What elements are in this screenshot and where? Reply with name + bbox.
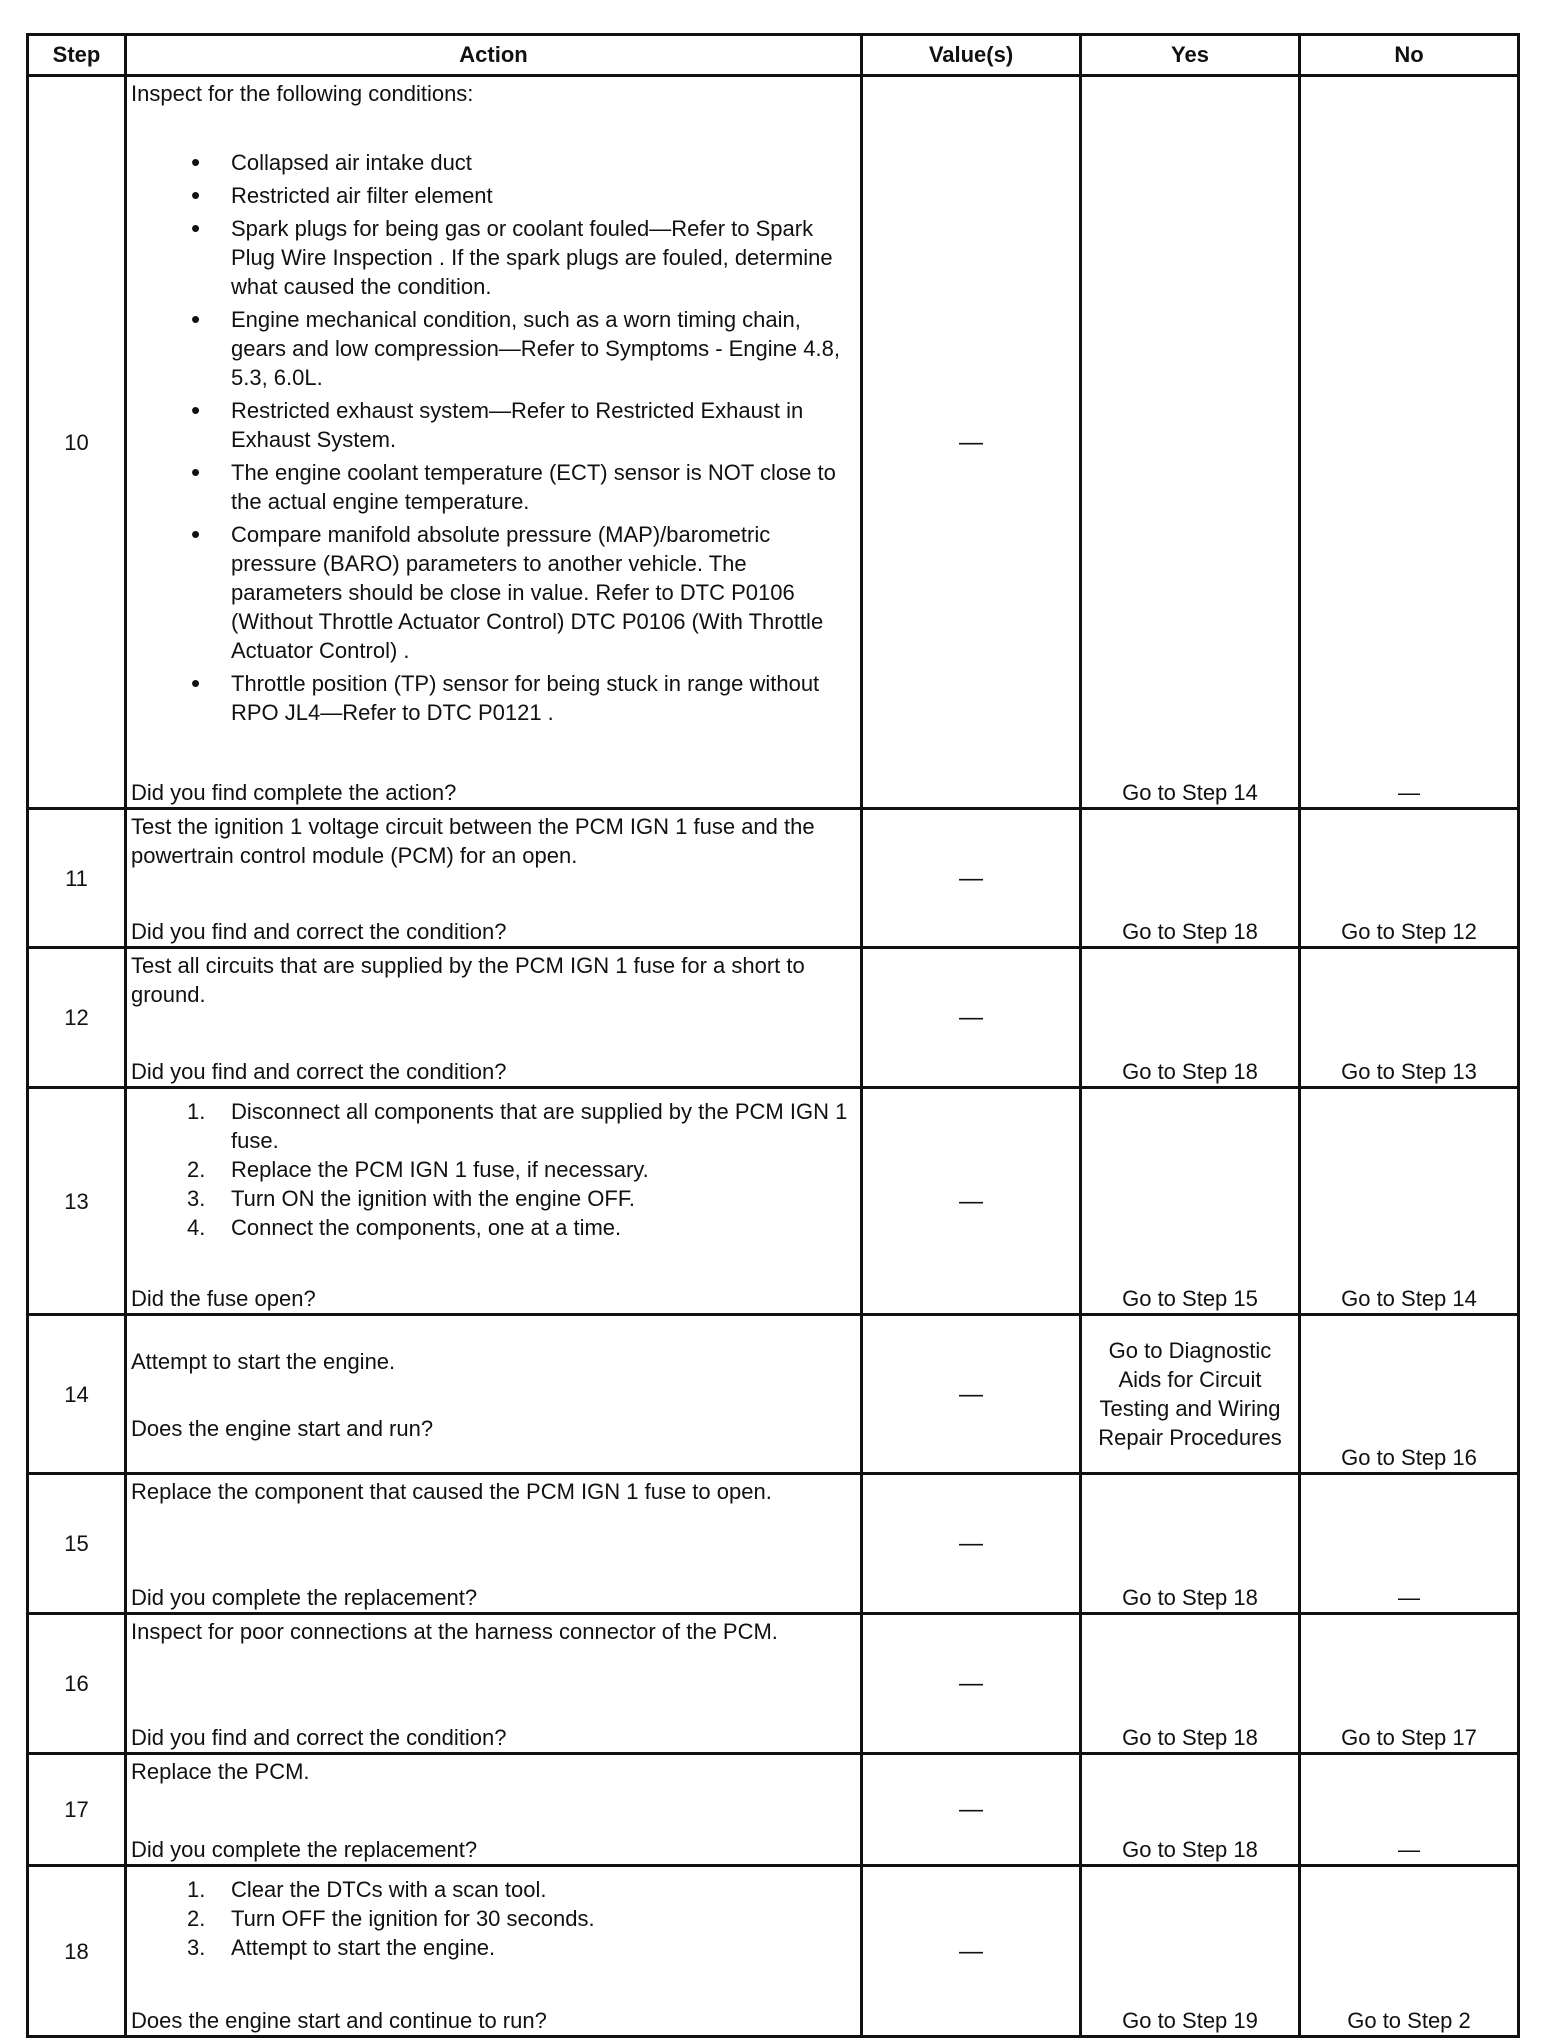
value-cell: — (862, 76, 1081, 809)
action-intro: Test all circuits that are supplied by the PCM IGN 1 fuse for a short to ground. (131, 953, 805, 1007)
yes-link[interactable]: Go to Step 18 (1122, 919, 1258, 944)
yes-cell (1081, 1866, 1300, 2037)
action-question: Did you find complete the action? (131, 780, 457, 805)
item-number: 3. (187, 1935, 206, 1960)
no-link: — (1398, 1837, 1420, 1862)
no-cell (1300, 948, 1519, 1088)
yes-cell (1081, 1614, 1300, 1754)
no-cell (1300, 1474, 1519, 1614)
list-item: • Engine mechanical condition, such as a worn timing chain, gears and low compression—Refer to Symptoms - Engine 4.8, 5.3, 6.0L. (191, 305, 856, 392)
table-header-row (28, 35, 1519, 76)
item-text: Connect the components, one at a time. (231, 1215, 622, 1240)
yes-link[interactable]: Go to Step 18 (1122, 1585, 1258, 1610)
item-number: 1. (187, 1877, 206, 1902)
table-row (28, 1315, 1519, 1474)
value-cell: — (862, 1088, 1081, 1315)
item-number: 2. (187, 1157, 206, 1182)
no-cell (1300, 1754, 1519, 1866)
diagnostic-table (26, 33, 1520, 2038)
item-number: 2. (187, 1906, 206, 1931)
action-intro: Inspect for the following conditions: (131, 81, 474, 106)
step-number: 11 (28, 809, 126, 948)
action-cell (126, 1315, 862, 1474)
yes-link[interactable]: Go to Diagnostic Aids for Circuit Testing and Wiring Repair Procedures (1098, 1338, 1282, 1450)
yes-link[interactable]: Go to Step 15 (1122, 1286, 1258, 1311)
header-action: Action (126, 35, 862, 76)
table-row (28, 1474, 1519, 1614)
action-question: Does the engine start and continue to run? (131, 2008, 547, 2033)
list-item (187, 1155, 856, 1184)
step-number: 13 (28, 1088, 126, 1315)
yes-cell (1081, 1754, 1300, 1866)
no-link[interactable]: Go to Step 12 (1341, 919, 1477, 944)
yes-link[interactable]: Go to Step 18 (1122, 1059, 1258, 1084)
item-text: Turn ON the ignition with the engine OFF. (231, 1186, 635, 1211)
action-question: Did you complete the replacement? (131, 1837, 478, 1862)
no-cell (1300, 1088, 1519, 1315)
no-link[interactable]: Go to Step 14 (1341, 1286, 1477, 1311)
list-item: • The engine coolant temperature (ECT) sensor is NOT close to the actual engine temperature. (191, 458, 856, 516)
item-text: Turn OFF the ignition for 30 seconds. (231, 1906, 595, 1931)
action-cell (126, 1866, 862, 2037)
list-item (187, 1875, 856, 1904)
header-step: Step (28, 35, 126, 76)
step-number: 14 (28, 1315, 126, 1474)
step-number: 18 (28, 1866, 126, 2037)
value-cell: — (862, 1754, 1081, 1866)
action-intro: Attempt to start the engine. (131, 1349, 396, 1374)
header-values: Value(s) (862, 35, 1081, 76)
action-question: Did you find and correct the condition? (131, 1059, 507, 1084)
item-number: 3. (187, 1186, 206, 1211)
table-row (28, 948, 1519, 1088)
list-item: • Throttle position (TP) sensor for being stuck in range without RPO JL4—Refer to DTC P0121 . (191, 669, 856, 727)
no-cell (1300, 76, 1519, 809)
action-question: Did the fuse open? (131, 1286, 316, 1311)
table-row (28, 1614, 1519, 1754)
yes-link[interactable]: Go to Step 19 (1122, 2008, 1258, 2033)
table-row (28, 1088, 1519, 1315)
no-link[interactable]: Go to Step 17 (1341, 1725, 1477, 1750)
yes-cell (1081, 76, 1300, 809)
action-cell (126, 809, 862, 948)
no-link: — (1398, 1585, 1420, 1610)
step-number: 10 (28, 76, 126, 809)
procedure-list (131, 1875, 856, 1962)
item-text: Attempt to start the engine. (231, 1935, 496, 1960)
yes-cell (1081, 1088, 1300, 1315)
yes-link[interactable]: Go to Step 18 (1122, 1837, 1258, 1862)
no-cell (1300, 1866, 1519, 2037)
no-link[interactable]: Go to Step 16 (1341, 1445, 1477, 1470)
action-intro: Replace the PCM. (131, 1759, 310, 1784)
list-item: • Collapsed air intake duct (191, 148, 856, 177)
value-cell: — (862, 948, 1081, 1088)
table-row (28, 76, 1519, 809)
step-number: 17 (28, 1754, 126, 1866)
action-cell (126, 1474, 862, 1614)
table-row (28, 809, 1519, 948)
item-text: Clear the DTCs with a scan tool. (231, 1877, 547, 1902)
action-cell (126, 1088, 862, 1315)
yes-cell (1081, 1315, 1300, 1474)
item-number: 1. (187, 1099, 206, 1124)
table-row (28, 1754, 1519, 1866)
item-text: Disconnect all components that are supplied by the PCM IGN 1 fuse. (231, 1099, 848, 1153)
no-cell (1300, 1614, 1519, 1754)
action-cell (126, 1754, 862, 1866)
action-cell (126, 948, 862, 1088)
list-item (187, 1097, 856, 1155)
item-text: Replace the PCM IGN 1 fuse, if necessary. (231, 1157, 649, 1182)
yes-cell (1081, 948, 1300, 1088)
step-number: 15 (28, 1474, 126, 1614)
value-cell: — (862, 1614, 1081, 1754)
no-cell (1300, 1315, 1519, 1474)
header-yes: Yes (1081, 35, 1300, 76)
list-item: • Spark plugs for being gas or coolant fouled—Refer to Spark Plug Wire Inspection . If the spark plugs are fouled, determine what caused the condition. (191, 214, 856, 301)
header-no: No (1300, 35, 1519, 76)
no-cell (1300, 809, 1519, 948)
value-cell: — (862, 1866, 1081, 2037)
value-cell: — (862, 809, 1081, 948)
action-intro: Test the ignition 1 voltage circuit between the PCM IGN 1 fuse and the powertrain control module (PCM) for an open. (131, 814, 815, 868)
condition-list (131, 148, 856, 727)
action-question: Did you complete the replacement? (131, 1585, 478, 1610)
list-item: • Restricted air filter element (191, 181, 856, 210)
yes-link[interactable]: Go to Step 14 (1122, 780, 1258, 805)
list-item (187, 1904, 856, 1933)
action-intro: Inspect for poor connections at the harness connector of the PCM. (131, 1619, 778, 1644)
step-number: 12 (28, 948, 126, 1088)
action-cell (126, 76, 862, 809)
action-question: Did you find and correct the condition? (131, 919, 507, 944)
value-cell: — (862, 1315, 1081, 1474)
no-link[interactable]: Go to Step 2 (1347, 2008, 1471, 2033)
yes-cell (1081, 809, 1300, 948)
yes-cell (1081, 1474, 1300, 1614)
list-item (187, 1933, 856, 1962)
no-link: — (1398, 780, 1420, 805)
item-number: 4. (187, 1215, 206, 1240)
list-item: • Compare manifold absolute pressure (MAP)/barometric pressure (BARO) parameters to another vehicle. The parameters should be close in value. Refer to DTC P0106 (Without Throttle Actuator Control) DTC P0106 (With Throttle Actuator Control) . (191, 520, 856, 665)
list-item (187, 1213, 856, 1242)
action-intro: Replace the component that caused the PCM IGN 1 fuse to open. (131, 1479, 772, 1504)
value-cell: — (862, 1474, 1081, 1614)
step-number: 16 (28, 1614, 126, 1754)
procedure-list (131, 1097, 856, 1242)
action-question: Does the engine start and run? (131, 1416, 434, 1441)
list-item (187, 1184, 856, 1213)
list-item: • Restricted exhaust system—Refer to Restricted Exhaust in Exhaust System. (191, 396, 856, 454)
table-row (28, 1866, 1519, 2037)
no-link[interactable]: Go to Step 13 (1341, 1059, 1477, 1084)
action-question: Did you find and correct the condition? (131, 1725, 507, 1750)
action-cell (126, 1614, 862, 1754)
yes-link[interactable]: Go to Step 18 (1122, 1725, 1258, 1750)
diagnostic-table-container (26, 33, 1520, 2038)
